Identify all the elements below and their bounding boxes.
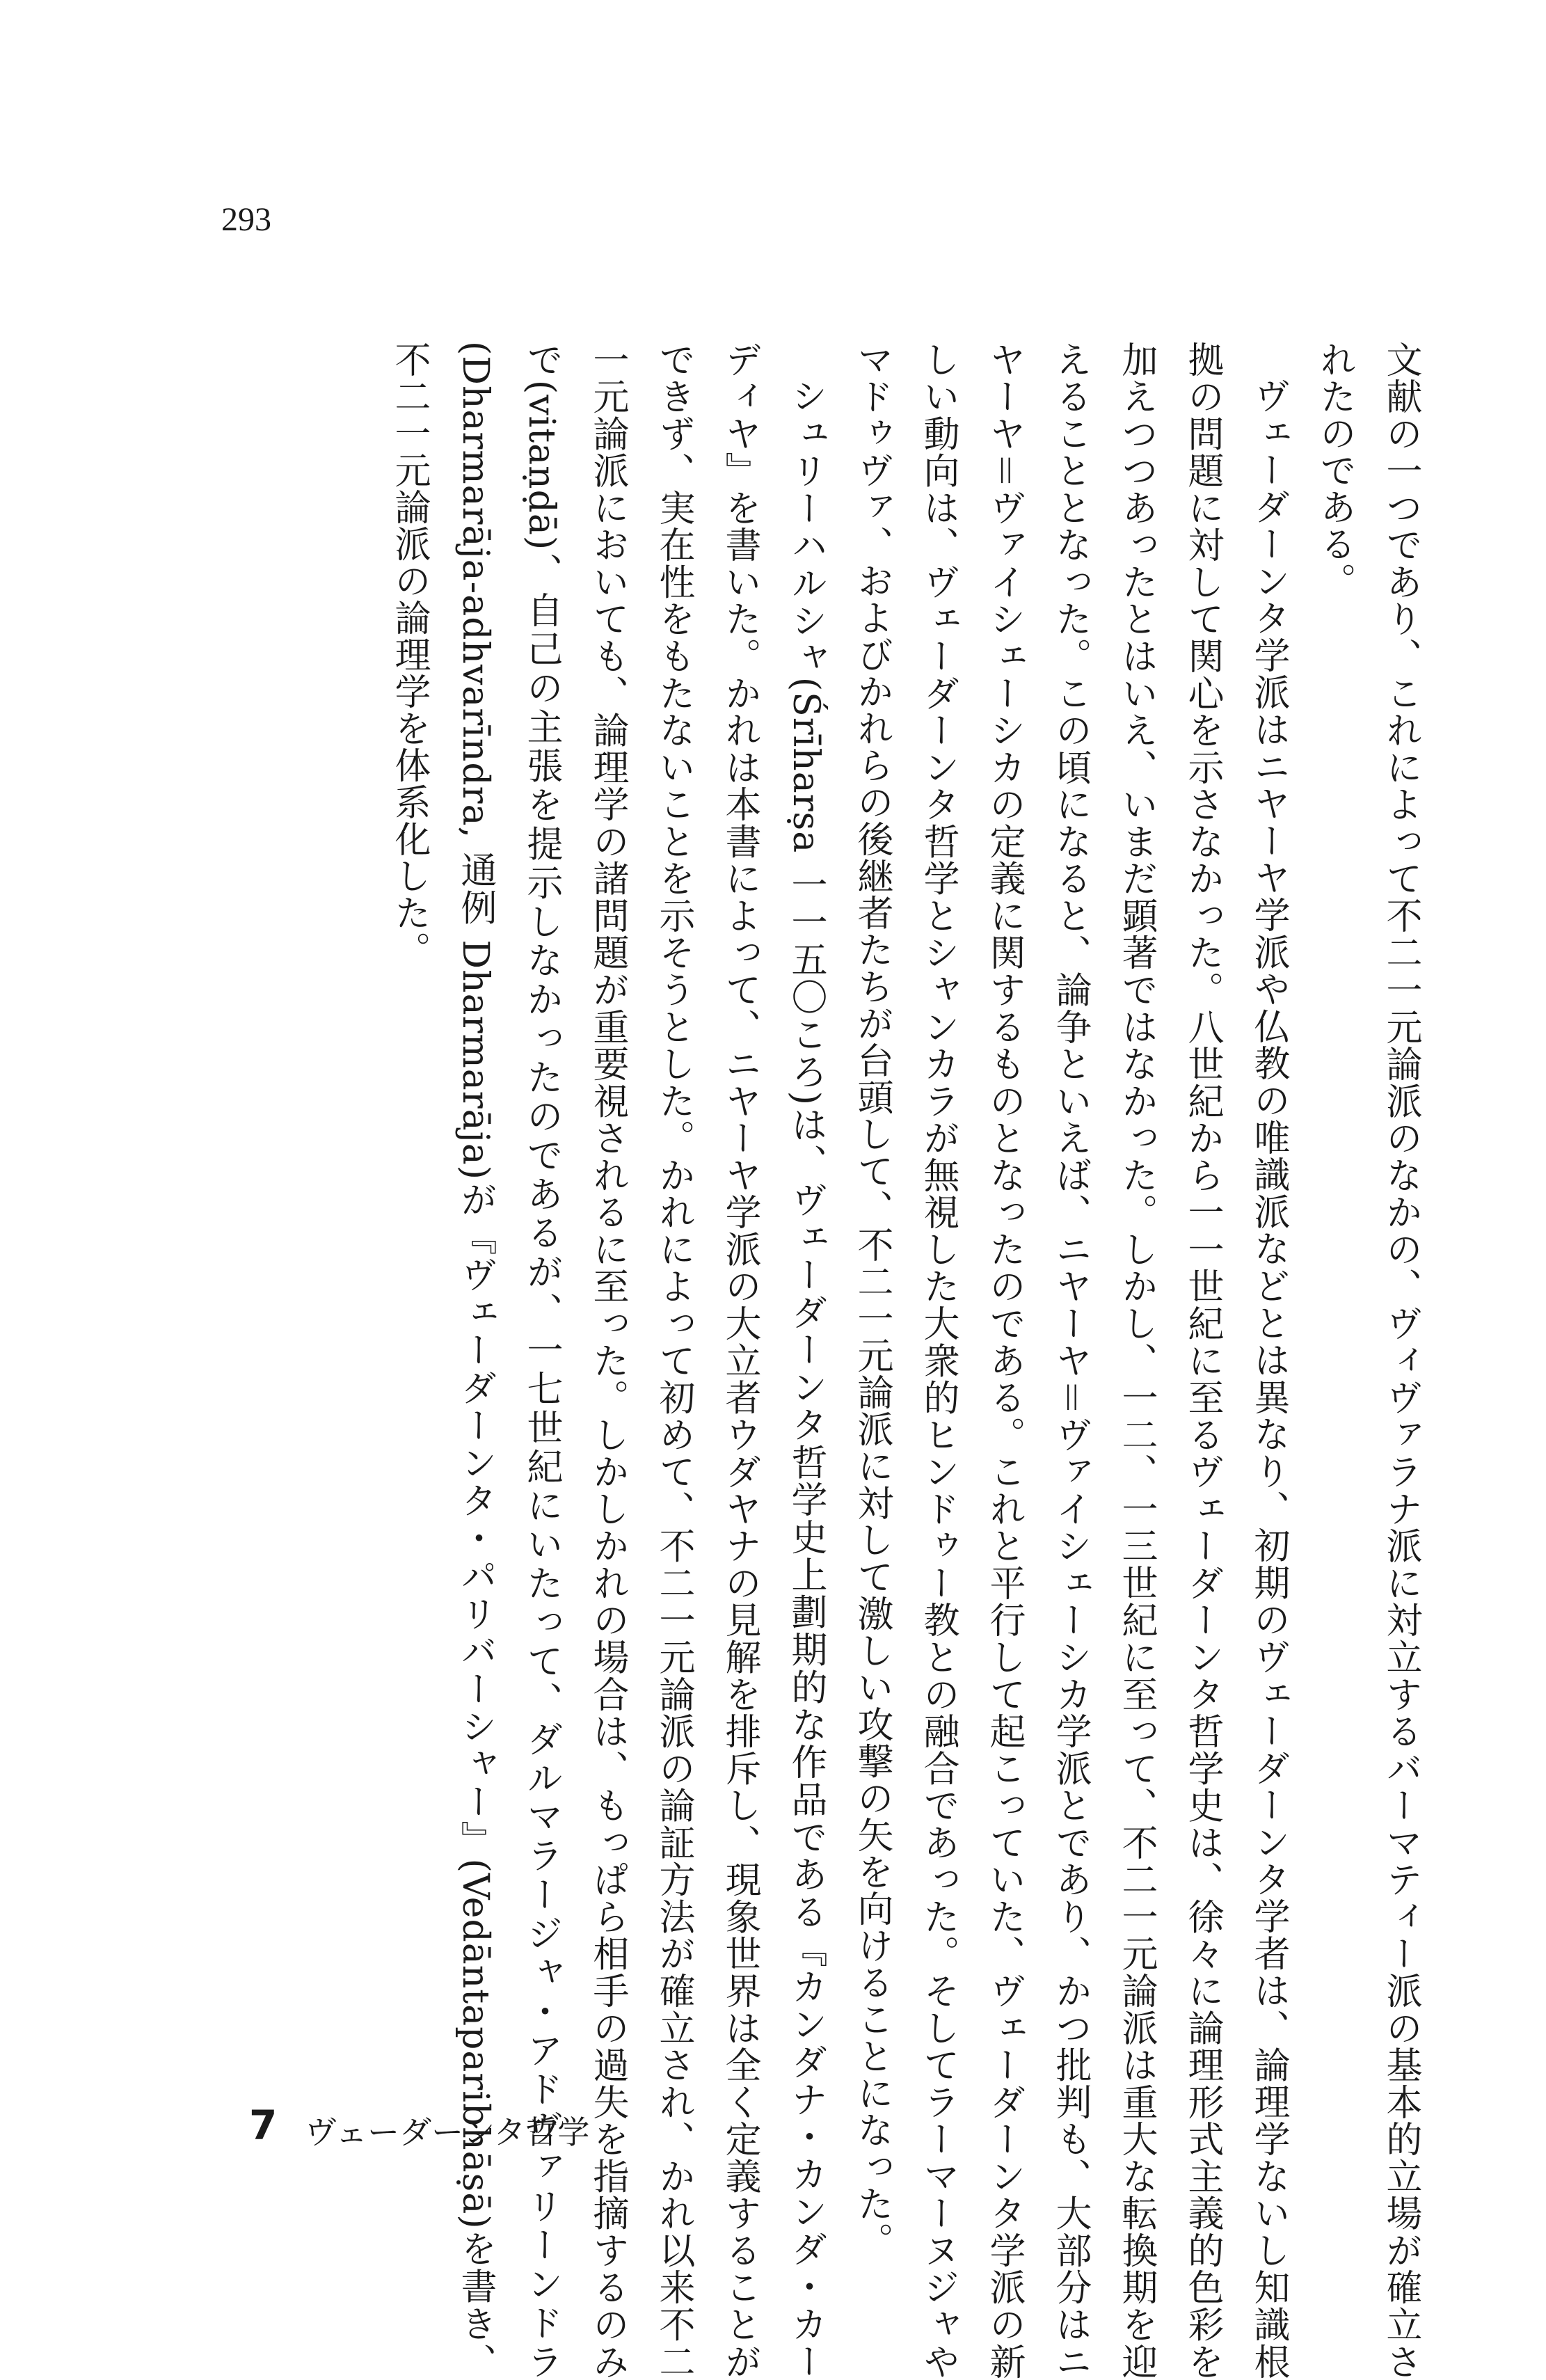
- paragraph-3: シュリーハルシャ(Śrīharṣa 一一五〇ころ)は、ヴェーダーンタ哲学史上劃期的な作品である『カンダナ・カンダ・カーディヤ』を書いた。かれは本書によって、ニヤーヤ学派の大立者ウダヤナの見解を排斥し、現象世界は全く定義することができず、実在性をもたないことを示そうとした。かれによって初めて、不二一元論派の論証方法が確立され、かれ以来不二一元論派においても、論理学の諸問題が重要視されるに至った。しかしかれの場合は、もっぱら相手の過失を指摘するのみで(vitaṇḍā)、自己の主張を提示しなかったのであるが、一七世紀にいたって、ダルマラージャ・アドヴァリーンドラ(Dharmarāja-adhvarīndra, 通例 Dharmarāja)が『ヴェーダーンタ・パリバーシャー』(Vedāntaparibhāṣā)を書き、不二一元論派の論理学を体系化した。: [388, 341, 827, 2380]
- body-text: [195, 341, 1433, 2380]
- paragraph-1: 文献の一つであり、これによって不二一元論派のなかの、ヴィヴァラナ派に対立するバーマティー派の基本的立場が確立されたのである。: [1314, 341, 1421, 2380]
- page-number: 293: [221, 201, 271, 238]
- chapter-title: ヴェーダーンタ哲学: [305, 2113, 590, 2151]
- running-footer: [249, 2102, 945, 2185]
- chapter-number: 7: [249, 2102, 278, 2149]
- paragraph-2: ヴェーダーンタ学派はニヤーヤ学派や仏教の唯識派などとは異なり、初期のヴェーダーンタ学者は、論理学ないし知識根拠の問題に対して関心を示さなかった。八世紀から一一世紀に至るヴェーダーンタ哲学史は、徐々に論理形式主義的色彩を加えつつあったとはいえ、いまだ顕著ではなかった。しかし、一二、一三世紀に至って、不二一元論派は重大な転換期を迎えることとなった。この頃になると、論争といえば、ニヤーヤ＝ヴァイシェーシカ学派とであり、かつ批判も、大部分はニヤーヤ＝ヴァイシェーシカの定義に関するものとなったのである。これと平行して起こっていた、ヴェーダーンタ学派の新しい動向は、ヴェーダーンタ哲学とシャンカラが無視した大衆的ヒンドゥー教との融合であった。そしてラーマーヌジャやマドゥヴァ、およびかれらの後継者たちが台頭して、不二一元論派に対して激しい攻撃の矢を向けることになった。: [851, 341, 1289, 2380]
